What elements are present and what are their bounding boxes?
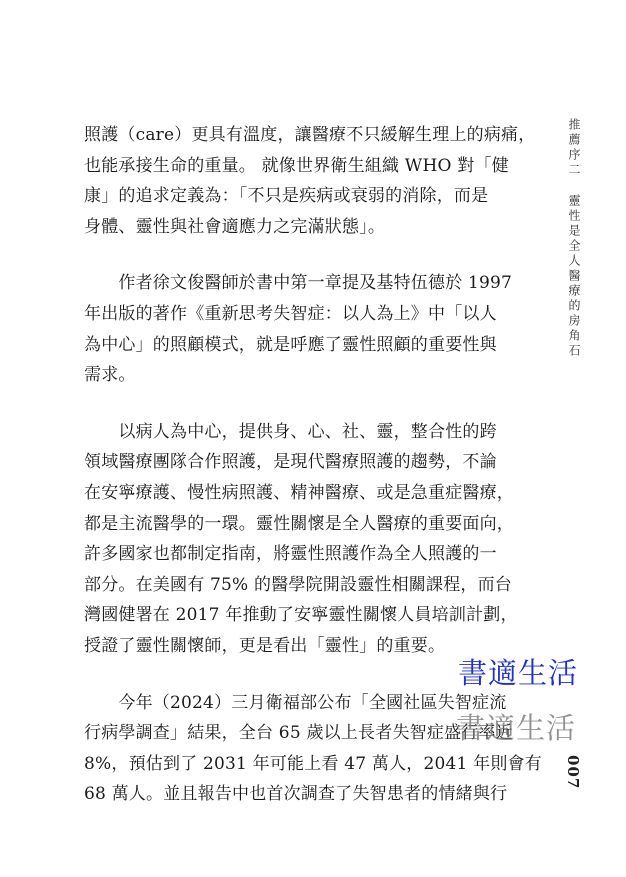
- text-line: 行病學調查」結果，全台 65 歲以上長者失智症盛行率近: [84, 723, 513, 744]
- text-line: 康」的追求定義為：「不只是疾病或衰弱的消除，而是: [84, 186, 489, 207]
- text-line: 也能承接生命的重量。 就像世界衛生組織 WHO 對「健: [84, 155, 509, 176]
- text-line: 今年（2024）三月衛福部公布「全國社區失智症流: [84, 692, 507, 713]
- running-head-label: 推薦序二: [567, 118, 581, 178]
- text-line: 授證了靈性關懷師，更是看出「靈性」的重要。: [84, 635, 446, 656]
- page-number: 007: [564, 755, 582, 790]
- text-line: 灣國健署在 2017 年推動了安寧靈性關懷人員培訓計劃，: [84, 605, 518, 626]
- text-line: 部分。在美國有 75% 的醫學院開設靈性相關課程，而台: [84, 574, 512, 595]
- paragraph-2: [84, 268, 513, 390]
- running-head-title: 靈性是全人醫療的房角石: [567, 194, 581, 359]
- text-line: 以病人為中心，提供身、心、社、靈，整合性的跨: [84, 421, 497, 442]
- text-line: 68 萬人。並且報告中也首次調查了失智患者的情緒與行: [84, 784, 508, 805]
- paragraph-1: [84, 120, 536, 242]
- text-line: 在安寧療護、慢性病照護、精神醫療、或是急重症醫療，: [84, 482, 514, 503]
- text-line: 需求。: [84, 365, 136, 386]
- text-line: 作者徐文俊醫師於書中第一章提及基特伍德於 1997: [84, 273, 513, 294]
- text-line: 身體、靈性與社會適應力之完滿狀態」。: [84, 216, 386, 237]
- paragraph-3: [84, 417, 518, 662]
- text-line: 照護（care）更具有溫度，讓醫療不只緩解生理上的病痛，: [84, 125, 536, 145]
- text-line: 年出版的著作《重新思考失智症：以人為上》中「以人: [84, 303, 497, 324]
- text-line: 8%，預估到了 2031 年可能上看 47 萬人，2041 年則會有: [84, 753, 542, 774]
- text-line: 領域醫療團隊合作照護，是現代醫療照護的趨勢，不論: [84, 452, 497, 473]
- text-line: 許多國家也都制定指南，將靈性照護作為全人照護的一: [84, 544, 497, 565]
- watermark-primary: 書適生活: [458, 651, 578, 692]
- watermark-secondary: 書適生活: [456, 711, 577, 745]
- running-head: [566, 118, 583, 359]
- text-line: 都是主流醫學的一環。靈性關懷是全人醫療的重要面向，: [84, 513, 514, 534]
- text-line: 為中心」的照顧模式，就是呼應了靈性照顧的重要性與: [84, 334, 497, 355]
